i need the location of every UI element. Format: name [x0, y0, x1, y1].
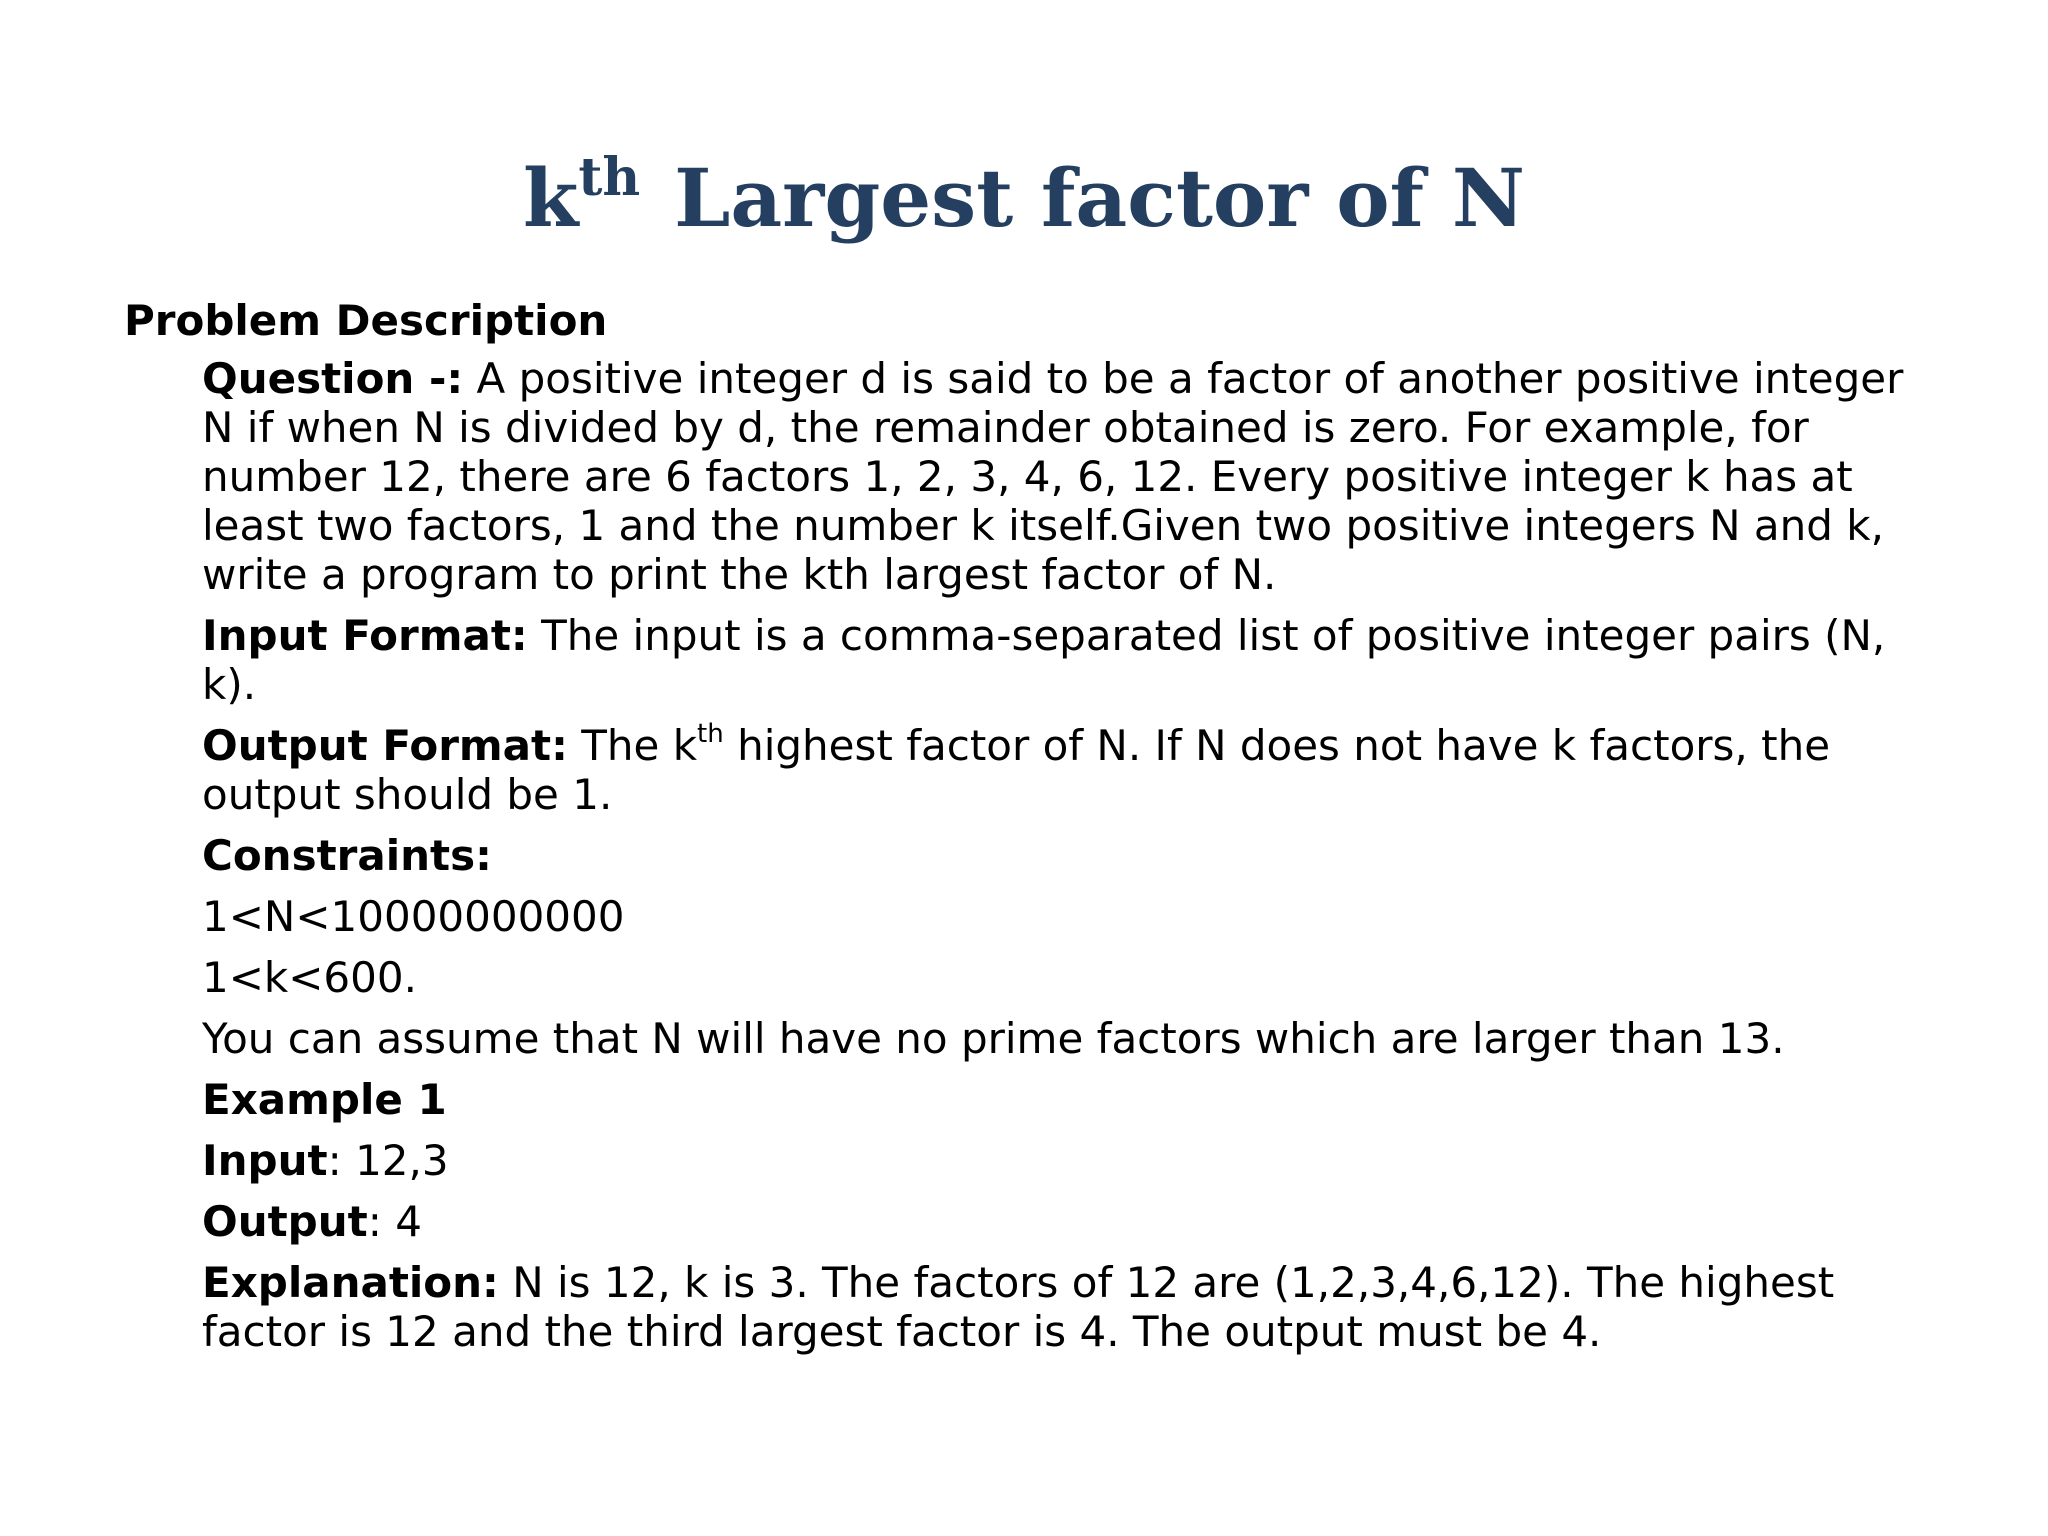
constraint-item — [202, 892, 1944, 941]
slide-body — [124, 292, 1944, 1368]
output-format-text-before: The k — [581, 721, 698, 770]
example-heading-paragraph — [202, 1075, 1944, 1124]
example-input-value: : 12,3 — [327, 1136, 449, 1185]
constraints-heading-paragraph — [202, 831, 1944, 880]
input-format-label: Input Format: — [202, 611, 528, 660]
title-rest: Largest factor of N — [674, 151, 1526, 245]
output-format-superscript: th — [697, 718, 724, 749]
example-input-paragraph — [202, 1136, 1944, 1185]
input-format-text: The input is a comma-separated list of positive integer pairs (N, k). — [202, 611, 1886, 709]
constraints-label: Constraints: — [202, 831, 492, 880]
constraint-item — [202, 1014, 1944, 1063]
example-input-label: Input — [202, 1136, 328, 1185]
slide-title — [0, 146, 2048, 246]
constraint-k: 1<k<600. — [202, 953, 417, 1002]
explanation-label: Explanation: — [202, 1258, 499, 1307]
question-paragraph — [202, 354, 1944, 599]
output-format-label: Output Format: — [202, 721, 568, 770]
example-output-paragraph — [202, 1197, 1944, 1246]
constraint-prime-factors: You can assume that N will have no prime factors which are larger than 13. — [202, 1014, 1785, 1063]
section-heading: Problem Description — [124, 296, 608, 345]
output-format-text-after: highest factor of N. If N does not have k factors, the output should be 1. — [202, 721, 1831, 819]
explanation-paragraph — [202, 1258, 1944, 1356]
example-output-label: Output — [202, 1197, 368, 1246]
title-superscript: th — [578, 146, 641, 208]
title-prefix: k — [522, 151, 579, 245]
constraint-n: 1<N<10000000000 — [202, 892, 625, 941]
example-output-value: : 4 — [367, 1197, 422, 1246]
output-format-paragraph — [202, 718, 1944, 819]
question-label: Question -: — [202, 354, 464, 403]
constraint-item — [202, 953, 1944, 1002]
input-format-paragraph — [202, 611, 1944, 709]
explanation-text: N is 12, k is 3. The factors of 12 are (1,2,3,4,6,12). The highest factor is 12 and the third largest factor is 4. The output must be 4. — [202, 1258, 1835, 1356]
question-text: A positive integer d is said to be a factor of another positive integer N if when N is divided by d, the remainder obtained is zero. For example, for number 12, there are 6 factors 1, 2, 3, 4, 6, 12. Every positive integer k has at least two factors, 1 and the number k itself.Given two positive integers N and k, write a program to print the kth largest factor of N. — [202, 354, 1904, 599]
example-heading: Example 1 — [202, 1075, 447, 1124]
